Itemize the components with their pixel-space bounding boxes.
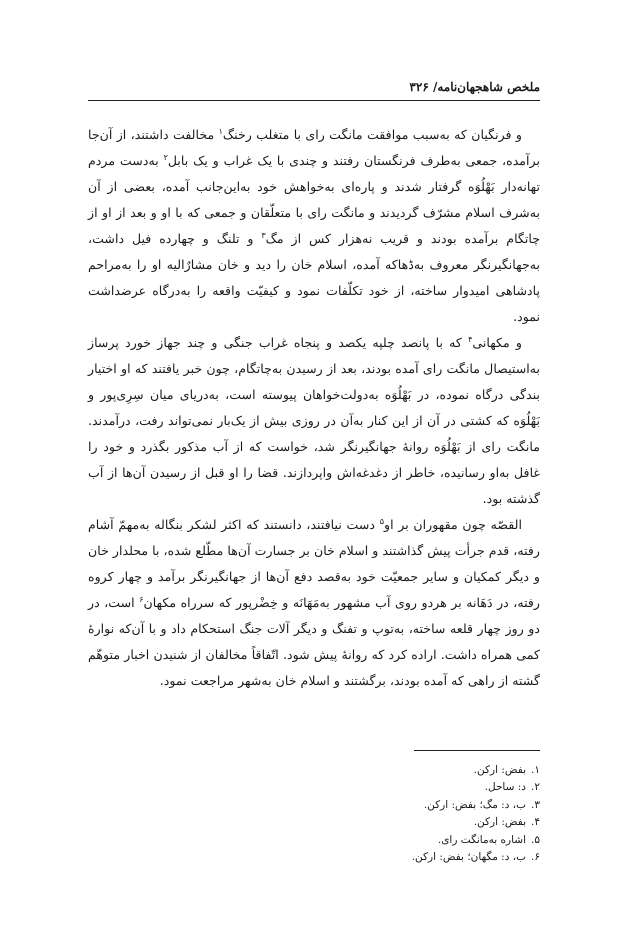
footnote-ref[interactable]: ۶ bbox=[139, 594, 144, 604]
main-text bbox=[88, 122, 540, 694]
footnote-item bbox=[240, 779, 540, 796]
text-run: و مکهانی bbox=[472, 335, 522, 350]
footnote-text: د: ساحل. bbox=[484, 781, 526, 794]
text-run: و تلنگ و چهارده فیل داشت، به‌جهانگیرنگر معروف به‌ڈهاکه آمده، اسلام خان را دید و خان مشارٌالیه او را به‌مراحم پادشاهی امیدوار ساخته، از خود تکلّفات نمود و کیفیّت واقعه را به‌درگاه عرضداشت نمود. bbox=[88, 231, 540, 324]
footnote-number: ۴. bbox=[531, 816, 540, 829]
text-run: و فرنگیان که به‌سبب موافقت مانگت رای با متغلب رخنگ bbox=[222, 127, 522, 142]
text-run: که با پانصد چلپه یکصد و پنجاه غراب جنگی و چند جهاز خورد پرساز به‌استیصال مانگت رای آمده بودند، بعد از رسیدن به‌چاتگام، چون خبر یافتند که او اختیار بندگی درگاه نموده، در بَهْلُوَه به‌دولت‌خواهان پیوسته است، به‌دریای میان سِرِی‌پور و بَهْلُوَه که کشتی در آن از این کنار به‌آن در روزی بیش از یک‌بار نمی‌تواند رفت، درآمدند. مانگت رای از بَهْلُوَه روانهٔ جهانگیرنگر شد، خواست که از آب مذکور بگذرد و خود را غافل به‌او رسانیده، خاطر از دغدغه‌اش واپردازند. قضا را او قبل از رسیدن آن‌ها از آب گذشته بود. bbox=[88, 335, 540, 506]
footnote-item bbox=[240, 849, 540, 866]
footnote-text: اشاره به‌مانگت رای. bbox=[437, 833, 526, 846]
footnote-text: بفض: ارکن. bbox=[473, 816, 526, 829]
footnote-ref[interactable]: ۵ bbox=[379, 516, 385, 526]
text-run: است، در دو روز چهار قلعه ساخته، به‌توپ و تفنگ و دیگر آلات جنگ استحکام داد و با آن‌که نوارهٔ کمی همراه داشت. اراده کرد که روانهٔ پیش شود. اتّفاقاً مخالفان از شنیدن اخبار متوهّم گشته از راهی که آمده بودند، برگشتند و اسلام خان به‌شهر مراجعت نمود. bbox=[88, 595, 540, 688]
footnote-ref[interactable]: ۳ bbox=[261, 230, 266, 240]
footnotes-list bbox=[240, 762, 540, 866]
text-run: مخالفت داشتند، از آن‌جا برآمده، جمعی به‌طرف فرنگستان رفتند و چندی با یک غراب و یک بابل bbox=[88, 127, 541, 168]
footnote-ref[interactable]: ۲ bbox=[163, 152, 168, 162]
footnote-item bbox=[240, 797, 540, 814]
footnote-item bbox=[240, 814, 540, 831]
footnote-text: ب، د: مگ؛ بفض: ارکن. bbox=[423, 798, 526, 811]
paragraph bbox=[88, 330, 540, 512]
footnote-number: ۲. bbox=[531, 781, 540, 794]
text-run: القصّه چون مقهوران بر او bbox=[384, 517, 522, 532]
footnote-number: ۱. bbox=[531, 764, 540, 776]
footnote-number: ۵. bbox=[531, 833, 540, 846]
footnote-text: ب، د: مگهان؛ بفض: ارکن. bbox=[411, 851, 526, 864]
footnote-ref[interactable]: ۴ bbox=[468, 334, 473, 344]
page-header bbox=[88, 78, 540, 101]
footnote-number: ۳. bbox=[531, 798, 540, 811]
footnote-divider bbox=[414, 750, 540, 751]
footnote-number: ۶. bbox=[531, 851, 540, 864]
text-run: به‌دست مردم تهانه‌دار بَهْلُوَه گرفتار شدند و پاره‌ای به‌خواهش خود به‌این‌جانب آمده، بعضی از آن به‌شرف اسلام مشرّف گردیدند و مانگت رای با متعلّقان و جمعی که با او و بعد از او از چاتگام برآمده بودند و قریب نه‌هزار کس از مگ bbox=[88, 153, 541, 246]
running-title: ملخص شاهجهان‌نامه/ ۳۲۶ bbox=[409, 80, 540, 94]
footnote-item bbox=[240, 832, 540, 849]
footnote-ref[interactable]: ۱ bbox=[218, 126, 223, 136]
text-run: دست نیافتند، دانستند که اکثر لشکر بنگاله به‌مهمّ آشام رفته، قدم جرأت پیش گذاشتند و اسلام خان بر جسارت آن‌ها مطّلع شده، با محلدار خان و دیگر کمکیان و سایر جمعیّت خود به‌قصد دفع آن‌ها از جهانگیرنگر برآمد و چهار کروه رفته، در دَهَانه بر هردو روی آب مشهور به‌مَهَانَه و خِضْرپور که سرراه مکهان bbox=[88, 517, 540, 610]
paragraph bbox=[88, 122, 540, 330]
footnote-text: بفض: ارکن. bbox=[473, 764, 526, 776]
paragraph bbox=[88, 512, 540, 694]
footnote-item bbox=[240, 762, 540, 779]
